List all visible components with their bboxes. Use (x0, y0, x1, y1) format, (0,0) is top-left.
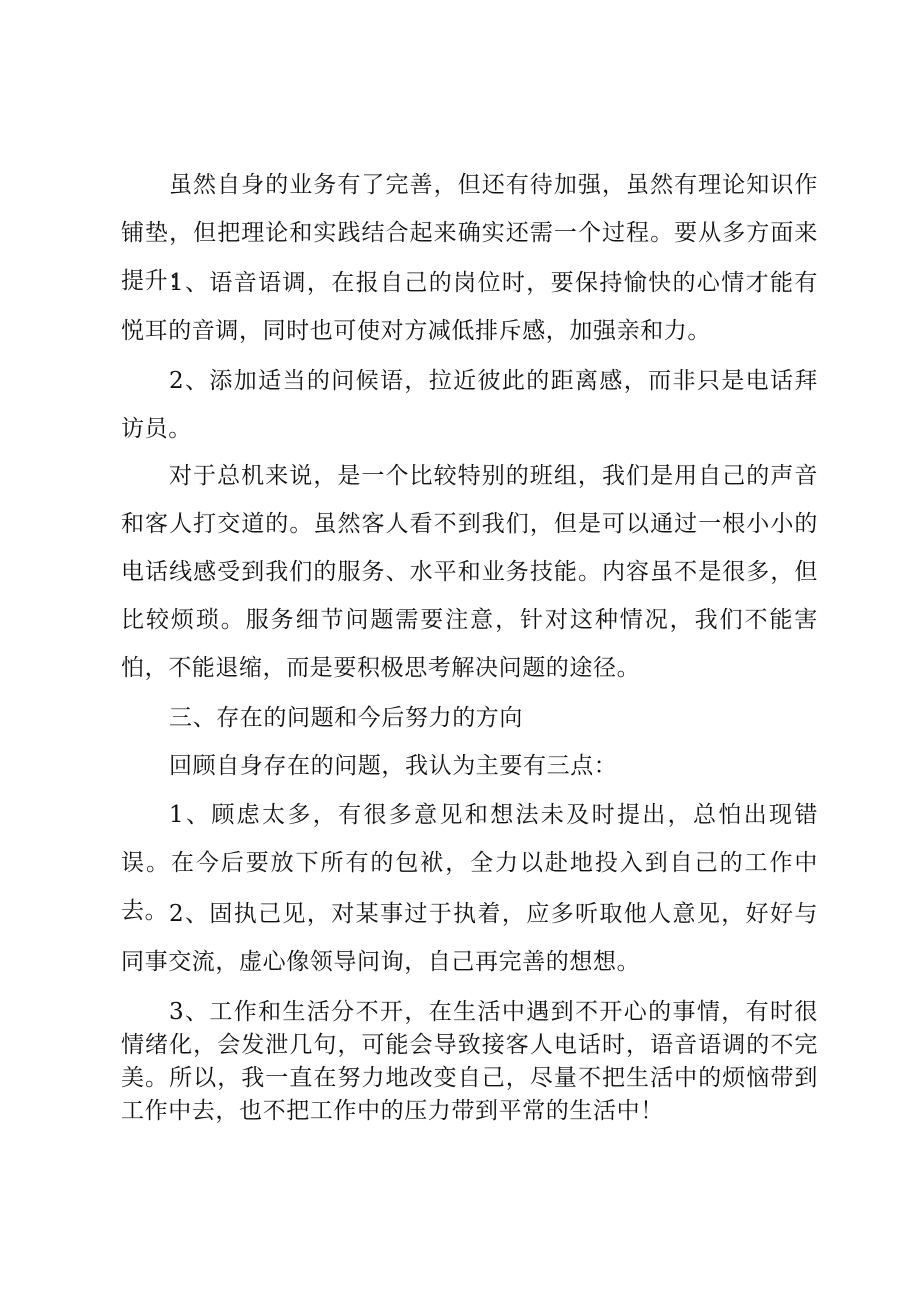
paragraph-review-intro: 回顾自身存在的问题，我认为主要有三点： (169, 753, 618, 779)
section-heading-problems: 三、存在的问题和今后努力的方向 (169, 705, 523, 731)
paragraph-problem-2: 2、固执己见，对某事过于执着，应多听取他人意见，好好与同事交流，虚心像领导问询，自己再完善的想想。 (121, 901, 818, 975)
paragraph-point-greetings: 2、添加适当的问候语，拉近彼此的距离感，而非只是电话拜访员。 (121, 368, 818, 442)
paragraph-point-voice-tone: 1、语音语调，在报自己的岗位时，要保持愉快的心情才能有悦耳的音调，同时也可使对方减低排斥感，加强亲和力。 (121, 270, 818, 344)
paragraph-improvement-intro: 虽然自身的业务有了完善，但还有待加强，虽然有理论知识作铺垫，但把理论和实践结合起来确实还需一个过程。要从多方面来提升： (121, 172, 818, 294)
paragraph-problem-3: 3、工作和生活分不开，在生活中遇到不开心的事情，有时很情绪化，会发泄几句，可能会导致接客人电话时，语音语调的不完美。所以，我一直在努力地改变自己，尽量不把生活中的烦恼带到工作中去，也不把工作中的压力带到平常的生活中！ (121, 999, 818, 1124)
paragraph-problem-1: 1、顾虑太多，有很多意见和想法未及时提出，总怕出现错误。在今后要放下所有的包袱，全力以赴地投入到自己的工作中去。 (121, 802, 818, 924)
paragraph-switchboard: 对于总机来说，是一个比较特别的班组，我们是用自己的声音和客人打交道的。虽然客人看不到我们，但是可以通过一根小小的电话线感受到我们的服务、水平和业务技能。内容虽不是很多，但比较烦琐。服务细节问题需要注意，针对这种情况，我们不能害怕，不能退缩，而是要积极思考解决问题的途径。 (121, 463, 818, 681)
